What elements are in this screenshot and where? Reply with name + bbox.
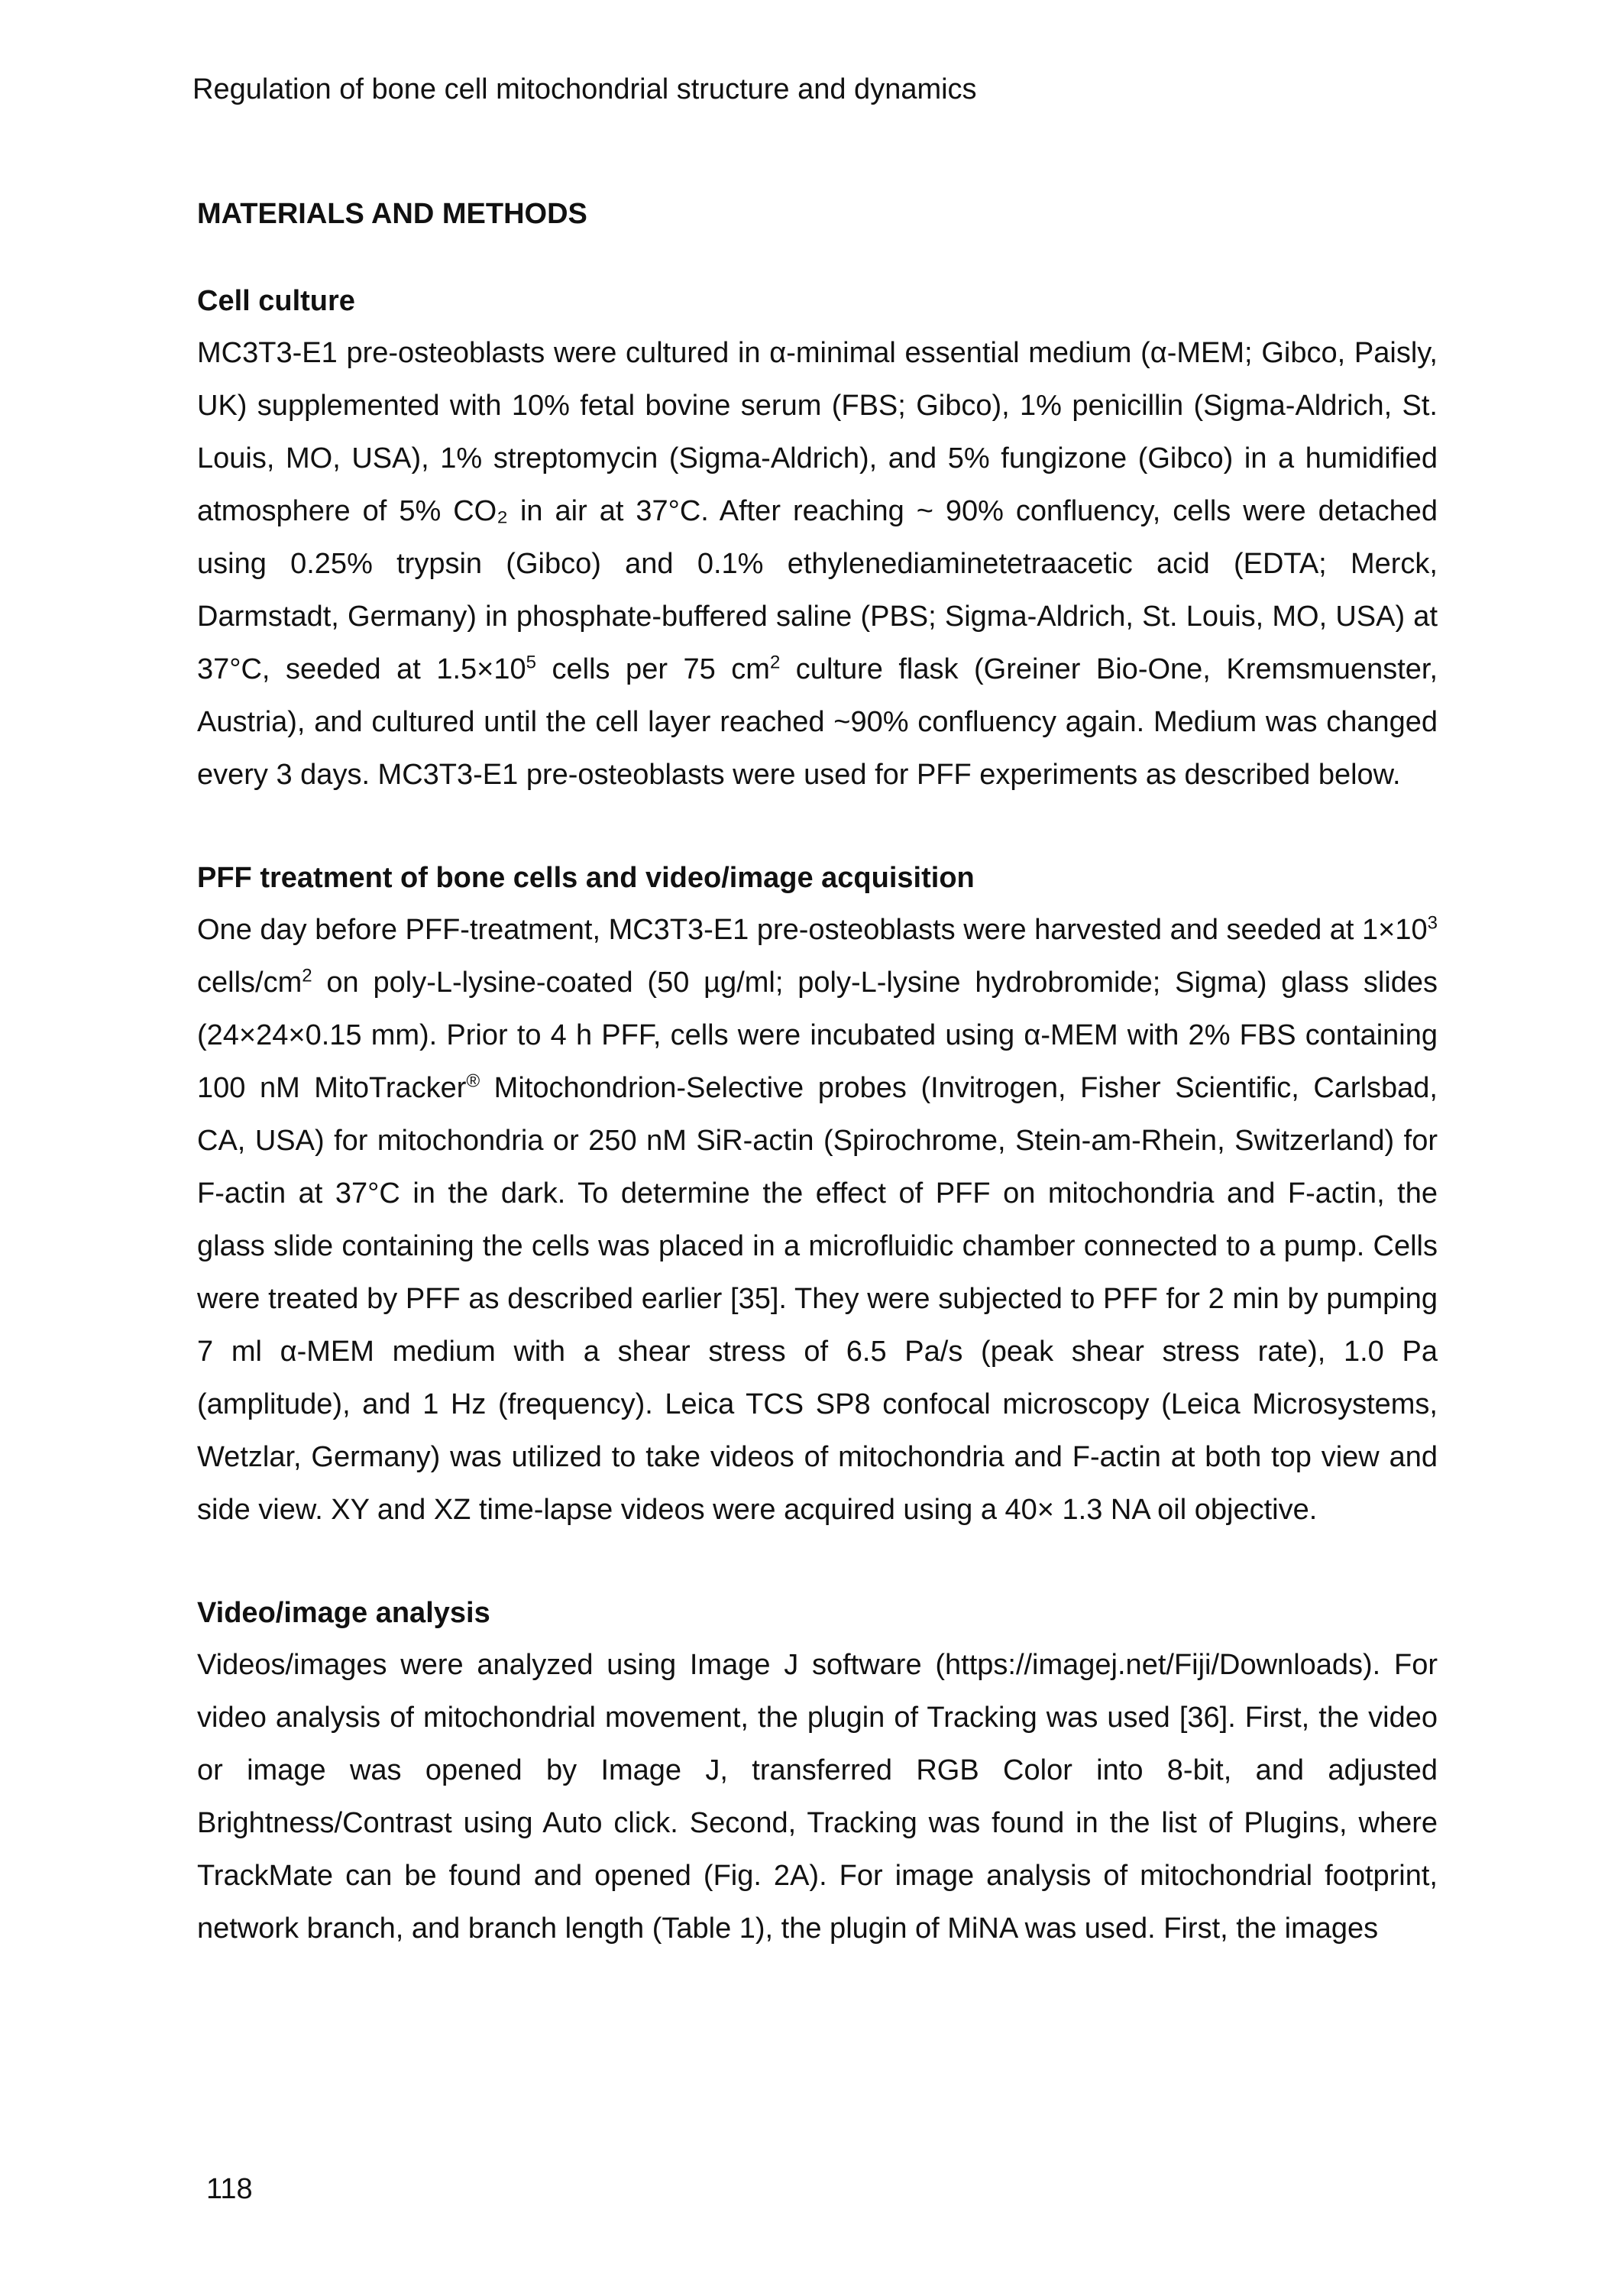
superscript: ® [466, 1070, 480, 1092]
paragraph-video-analysis: Videos/images were analyzed using Image J software (https://imagej.net/Fiji/Downloads). For video analysis of mitochondrial movement, the plugin of Tracking was used [36]. First, the video or image was opened by Image J, transferred RGB Color into 8-bit, and adjusted Brightness/Contrast using Auto click. Second, Tracking was found in the list of Plugins, where TrackMate can be found and opened (Fig. 2A). For image analysis of mitochondrial footprint, network branch, and branch length (Table 1), the plugin of MiNA was used. First, the images [197, 1649, 1438, 1945]
section-title: MATERIALS AND METHODS [197, 198, 587, 230]
superscript: 2 [769, 652, 781, 673]
superscript: 5 [526, 652, 537, 673]
page-number: 118 [206, 2173, 253, 2205]
text-run: MC3T3-E1 pre-osteoblasts were cultured in α-minimal essential medium (α-MEM; Gibco, Paisly, UK) supplemented with 10% fetal bovine serum (FBS; Gibco), 1% penicillin (Sigma-Aldrich, St. Louis, MO, USA), 1% streptomycin (Sigma-Aldrich), and 5% fungizone (Gibco) in a humidified atmosphere of 5% CO₂ in air at 37°C. After reaching ~ 90% confluency, cells were detached using 0.25% trypsin (Gibco) and 0.1% ethylenediaminetetraacetic acid (EDTA; Merck, Darmstadt, Germany) in phosphate-buffered saline (PBS; Sigma-Aldrich, St. Louis, MO, USA) at 37°C, seeded at 1.5×10 [197, 337, 1438, 685]
text-run: culture flask (Greiner Bio-One, Kremsmuenster, Austria), and cultured until the cell layer reached ~90% confluency again. Medium was changed every 3 days. MC3T3-E1 pre-osteoblasts were used for PFF experiments as described below. [197, 653, 1438, 791]
spacer [197, 1537, 1438, 1587]
paragraph-pff-treatment [197, 904, 1438, 1537]
spacer [197, 240, 1438, 275]
subheading-video-analysis: Video/image analysis [197, 1597, 490, 1629]
text-run: cells/cm [197, 967, 302, 999]
text-run: cells per 75 cm [536, 653, 770, 685]
subheading-pff-treatment: PFF treatment of bone cells and video/image acquisition [197, 862, 975, 894]
main-content [197, 188, 1438, 1955]
text-run: on poly-L-lysine-coated (50 µg/ml; poly-L-lysine hydrobromide; Sigma) glass slides (24×24×0.15 mm). Prior to 4 h PFF, cells were incubated using α-MEM with 2% FBS containing 100 nM MitoTracker [197, 967, 1438, 1104]
superscript: 2 [302, 965, 312, 986]
subheading-cell-culture: Cell culture [197, 285, 355, 317]
text-run: One day before PFF-treatment, MC3T3-E1 pre-osteoblasts were harvested and seeded at 1×10 [197, 914, 1428, 946]
superscript: 3 [1427, 912, 1438, 934]
running-header: Regulation of bone cell mitochondrial structure and dynamics [192, 73, 977, 105]
text-run: Mitochondrion-Selective probes (Invitrogen, Fisher Scientific, Carlsbad, CA, USA) for mitochondria or 250 nM SiR-actin (Spirochrome, Stein-am-Rhein, Switzerland) for F-actin at 37°C in the dark. To determine the effect of PFF on mitochondria and F-actin, the glass slide containing the cells was placed in a microfluidic chamber connected to a pump. Cells were treated by PFF as described earlier [35]. They were subjected to PFF for 2 min by pumping 7 ml α-MEM medium with a shear stress of 6.5 Pa/s (peak shear stress rate), 1.0 Pa (amplitude), and 1 Hz (frequency). Leica TCS SP8 confocal microscopy (Leica Microsystems, Wetzlar, Germany) was utilized to take videos of mitochondria and F-actin at both top view and side view. XY and XZ time-lapse videos were acquired using a 40× 1.3 NA oil objective. [197, 1072, 1438, 1526]
paragraph-cell-culture [197, 327, 1438, 802]
spacer [197, 802, 1438, 852]
